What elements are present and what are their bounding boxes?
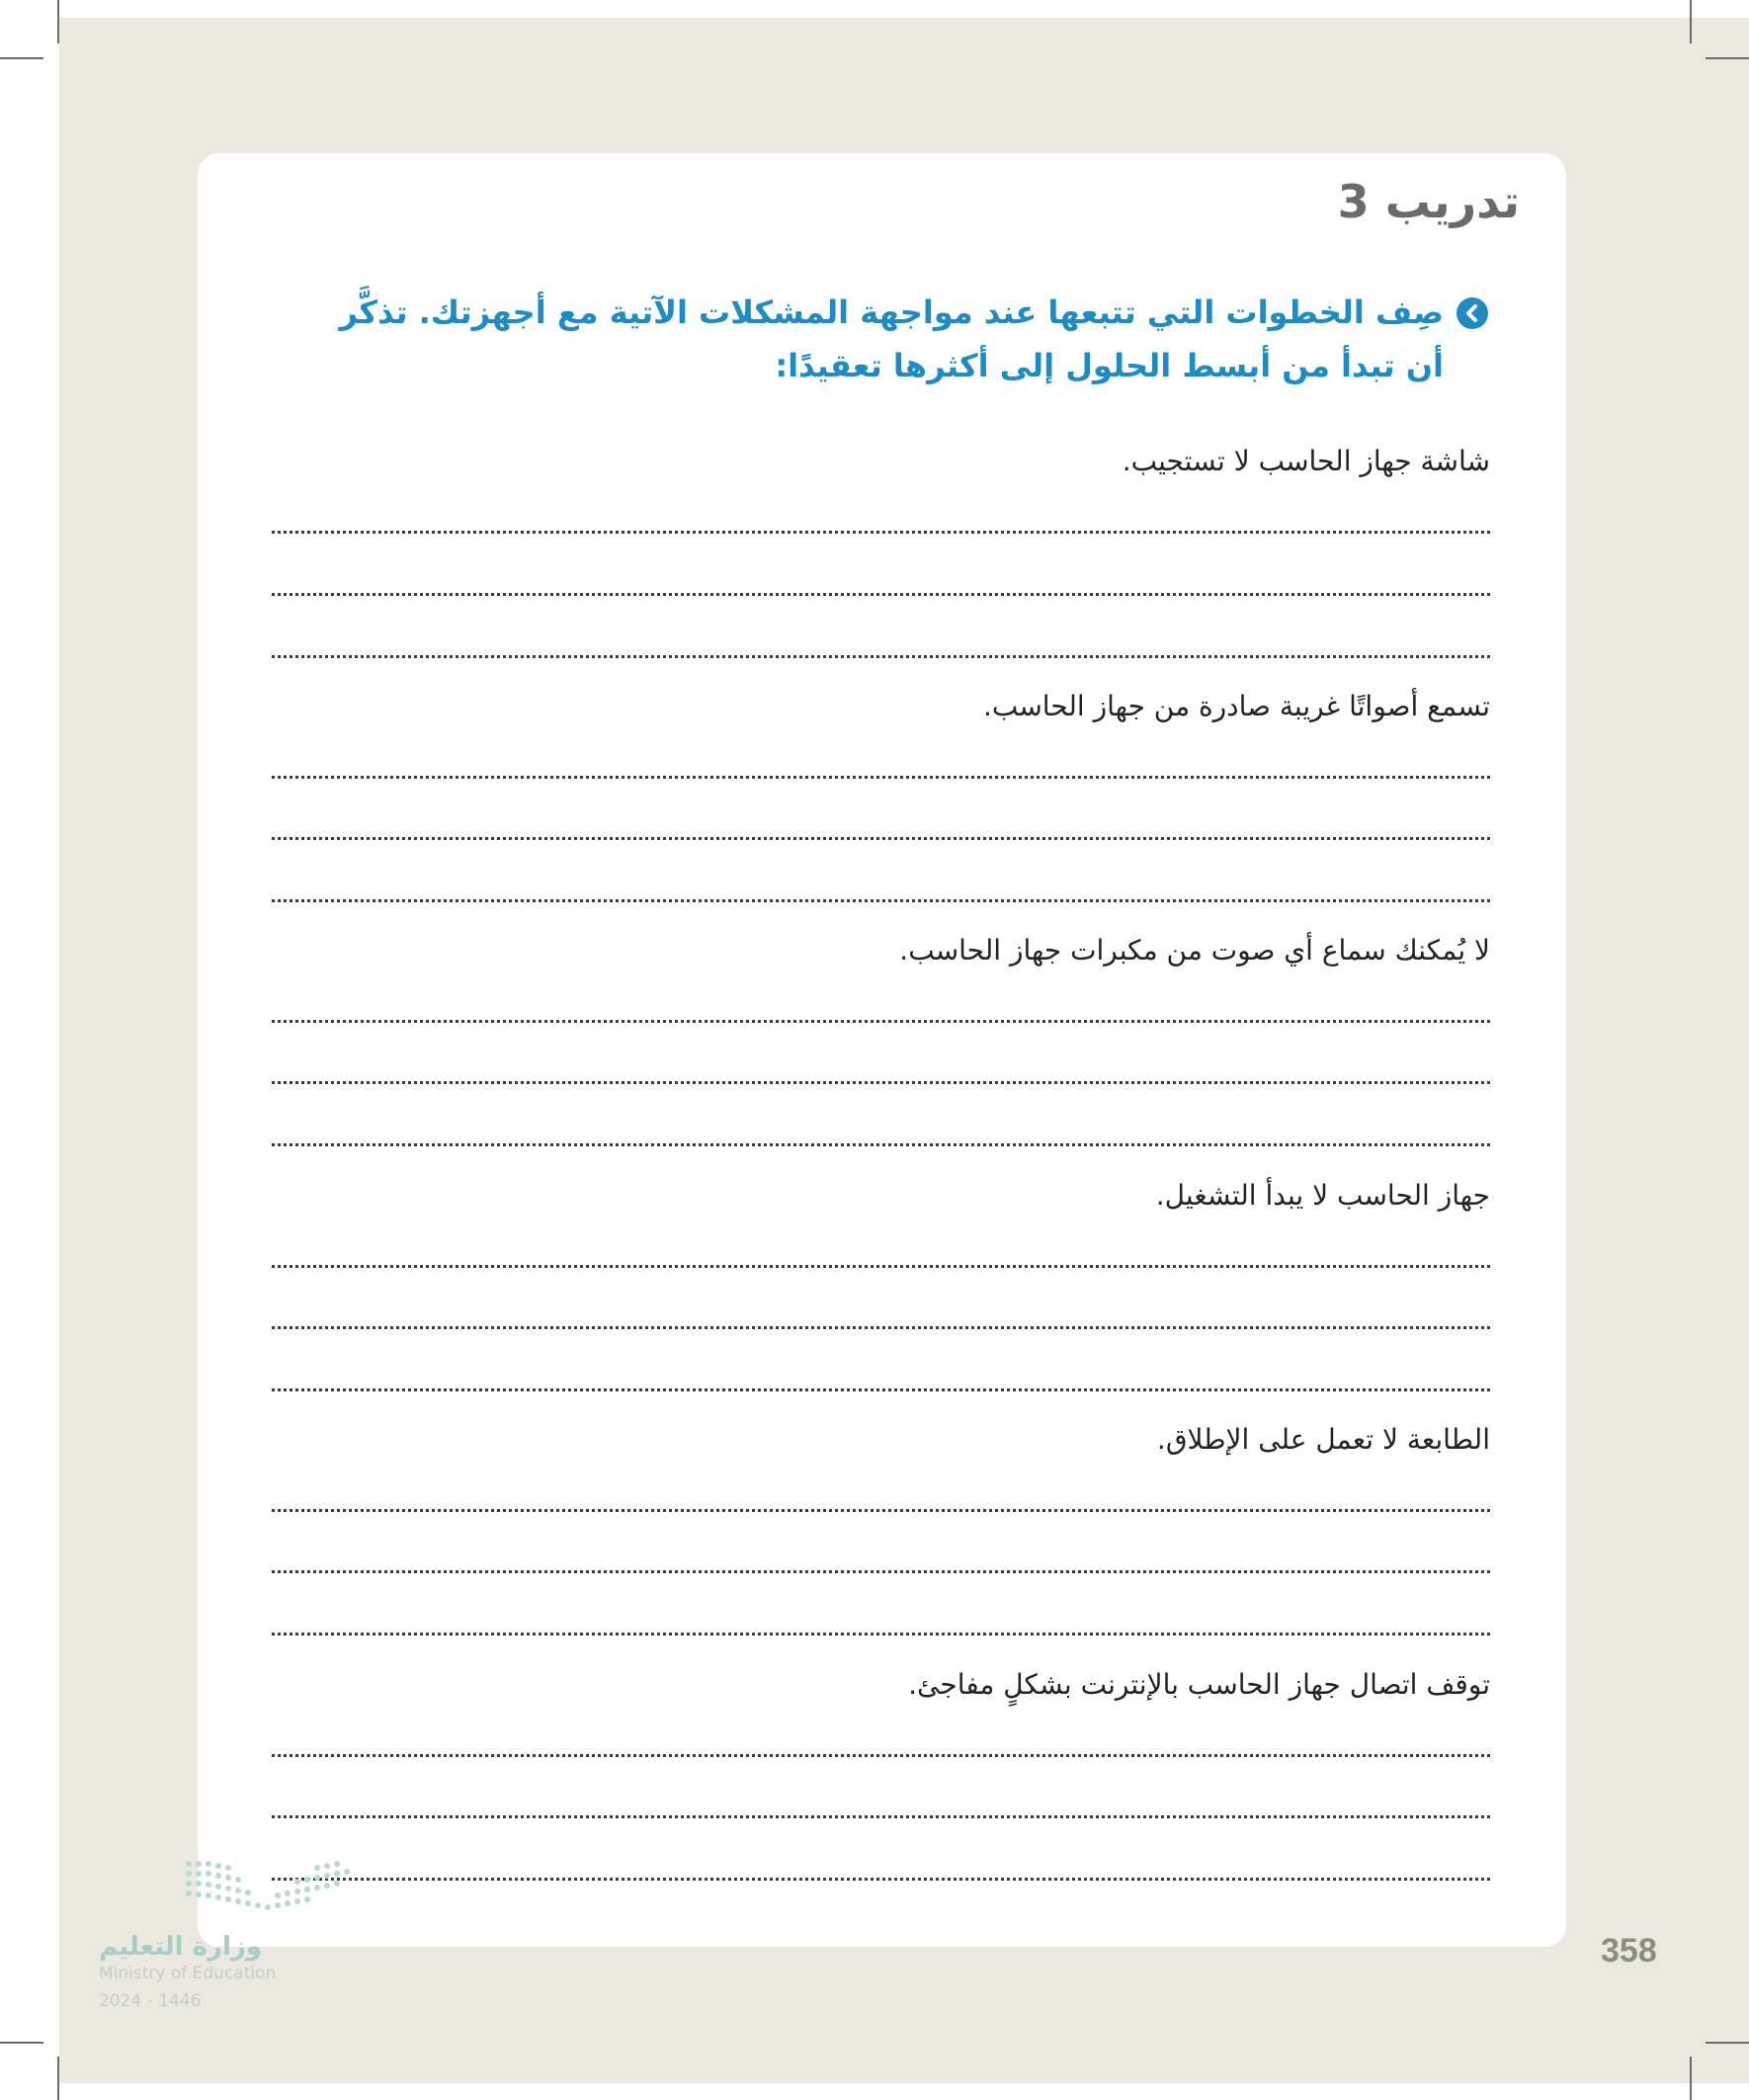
crop-mark [1706, 57, 1749, 59]
answer-line[interactable] [272, 1265, 1490, 1268]
chevron-circle-icon [1457, 297, 1488, 329]
crop-mark [57, 0, 59, 43]
crop-mark [1690, 2057, 1692, 2100]
edition-year: 2024 - 1446 [99, 1991, 202, 2011]
page-number: 358 [1601, 1932, 1657, 1970]
answer-line[interactable] [272, 899, 1490, 902]
answer-line[interactable] [272, 1754, 1490, 1757]
answer-line[interactable] [272, 1081, 1490, 1084]
ministry-name-ar: وزارة التعليم [99, 1932, 262, 1962]
answer-line[interactable] [272, 1570, 1490, 1573]
answer-line[interactable] [272, 837, 1490, 840]
question-2: تسمع أصواتًا غريبة صادرة من جهاز الحاسب. [982, 690, 1490, 722]
answer-line[interactable] [272, 1815, 1490, 1818]
ministry-logo-icon [183, 1858, 361, 1917]
question-1: شاشة جهاز الحاسب لا تستجيب. [1122, 445, 1490, 477]
answer-line[interactable] [272, 776, 1490, 779]
ministry-name-en: Ministry of Education [99, 1964, 277, 1983]
ministry-footer [99, 1932, 277, 2011]
answer-line[interactable] [272, 1633, 1490, 1636]
question-6: توقف اتصال جهاز الحاسب بالإنترنت بشكلٍ مفاجئ. [908, 1668, 1490, 1701]
answer-line[interactable] [272, 531, 1490, 534]
answer-line[interactable] [272, 1878, 1490, 1881]
answer-line[interactable] [272, 655, 1490, 658]
question-4: جهاز الحاسب لا يبدأ التشغيل. [1155, 1179, 1490, 1212]
answer-line[interactable] [272, 593, 1490, 596]
answer-line[interactable] [272, 1020, 1490, 1023]
question-3: لا يُمكنك سماع أي صوت من مكبرات جهاز الحاسب. [899, 934, 1490, 966]
crop-mark [1706, 2042, 1749, 2044]
instruction-text: صِف الخطوات التي تتبعها عند مواجهة المشكلات الآتية مع أجهزتك. تذكَّر أن تبدأ من أبسط الحلول إلى أكثرها تعقيدًا: [339, 294, 1444, 384]
exercise-title: تدريب 3 [1337, 175, 1520, 228]
question-5: الطابعة لا تعمل على الإطلاق. [1156, 1423, 1490, 1456]
answer-line[interactable] [272, 1388, 1490, 1391]
exercise-card [198, 153, 1566, 1947]
crop-mark [1690, 0, 1692, 43]
crop-mark [0, 2042, 43, 2044]
answer-line[interactable] [272, 1509, 1490, 1512]
answer-line[interactable] [272, 1326, 1490, 1329]
crop-mark [0, 57, 43, 59]
answer-line[interactable] [272, 1143, 1490, 1146]
crop-mark [57, 2057, 59, 2100]
